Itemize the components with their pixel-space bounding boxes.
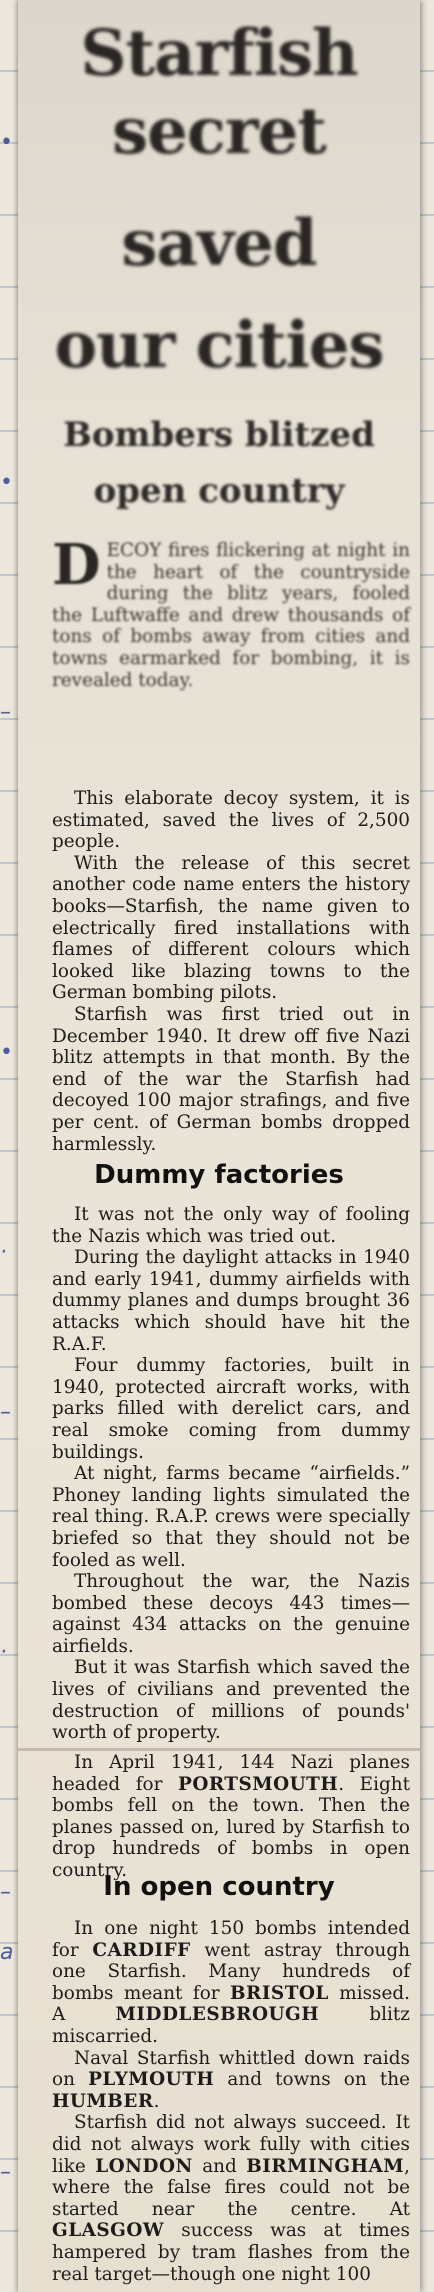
paragraph: With the release of this secret another code name enters the history books—Starfish, the name given to electrically fired installations with flames of different colours which looked like blazing towns to the German bombing pilots.: [52, 852, 410, 1004]
paragraph-group-c: [52, 1918, 410, 2285]
paragraph-group-a: [52, 788, 410, 1155]
city-name: HUMBER: [52, 2090, 154, 2112]
drop-cap: D: [52, 532, 101, 598]
paragraph: During the daylight attacks in 1940 and early 1941, dummy airfields with dummy planes and dumps brought 36 attacks which should have hit the R.A.F.: [52, 1247, 410, 1355]
paragraph-cardiff: [52, 1918, 410, 2048]
subheadline-line-2: open country: [93, 471, 345, 511]
paragraph: It was not the only way of fooling the Nazis which was tried out.: [52, 1204, 410, 1247]
text-run: and: [192, 2155, 247, 2177]
paragraph: At night, farms became “airfields.” Phoney landing lights simulated the real thing. R.A.P. crews were specially briefed so that they should not be fooled as well.: [52, 1463, 410, 1571]
text-run: . Eight bombs fell on the town. Then the planes passed on, lured by Starfish to drop hundreds of bombs in open country.: [52, 1773, 411, 1881]
text-run: Starfish did not always succeed. It did not always work fully with cities like: [52, 2112, 410, 2177]
paragraph-plymouth: [52, 2048, 410, 2113]
headline-line-4: our cities: [54, 308, 384, 383]
city-name: BRISTOL: [230, 1982, 329, 2004]
text-run: success was at times hampered by tram flashes from the real target—though one night 100: [52, 2220, 410, 2285]
clipping-fold: [18, 1748, 420, 1751]
text-run: missed. A: [52, 1982, 410, 2026]
city-name: CARDIFF: [92, 1939, 191, 1961]
text-run: Naval Starfish whittled down raids on: [52, 2047, 410, 2091]
margin-handwriting: •: [0, 1040, 13, 1065]
paragraph: Throughout the war, the Nazis bombed these decoys 443 times—against 434 attacks on the genuine airfields.: [52, 1571, 410, 1657]
section-heading-dummy-factories: Dummy factories: [94, 1160, 344, 1190]
paragraph: Starfish was first tried out in December 1940. It drew off five Nazi blitz attempts in that month. By the end of the war the Starfish had decoyed 100 major strafings, and five per cent. of German bombs dropped harmlessly.: [52, 1003, 410, 1155]
headline-line-1: Starfish: [80, 16, 358, 91]
city-name: PLYMOUTH: [88, 2069, 215, 2091]
margin-handwriting: –: [0, 700, 11, 725]
paragraph-london: [52, 2112, 410, 2285]
city-name: BIRMINGHAM: [246, 2155, 405, 2177]
paragraph-group-b: [52, 1204, 410, 1744]
paragraph-portsmouth: [52, 1752, 410, 1882]
text-run: went astray through one Starfish. Many hundreds of bombs meant for: [52, 1939, 410, 2004]
text-run: .: [153, 2090, 160, 2112]
margin-handwriting: •: [0, 470, 13, 495]
intro-paragraph: [52, 532, 410, 691]
margin-handwriting: –: [0, 1400, 11, 1425]
intro-text: ECOY fires flickering at night in the heart of the countryside during the blitz years, fooled the Luftwaffe and drew thousands of tons of bombs away from cities and towns earmarked for bombing, it is revealed today.: [52, 540, 410, 691]
paragraph: But it was Starfish which saved the lives of civilians and prevented the destruction of millions of pounds' worth of property.: [52, 1657, 410, 1744]
margin-handwriting: •: [0, 130, 13, 155]
text-run: In one night 150 bombs intended for: [52, 1918, 410, 1961]
city-name: PORTSMOUTH: [177, 1773, 339, 1795]
margin-handwriting: a: [0, 1940, 14, 1965]
city-name: LONDON: [95, 2155, 193, 2177]
paragraph: This elaborate decoy system, it is estimated, saved the lives of 2,500 people.: [52, 788, 410, 853]
subheadline-line-1: Bombers blitzed: [63, 415, 375, 455]
section-heading-open-country: In open country: [103, 1872, 335, 1902]
margin-handwriting: –: [0, 1880, 11, 1905]
newspaper-clipping: [18, 0, 420, 2292]
text-run: blitz miscarried.: [52, 2004, 410, 2047]
city-name: MIDDLESBROUGH: [115, 2004, 320, 2026]
text-run: and towns on the: [214, 2069, 410, 2091]
paragraph: Four dummy factories, built in 1940, protected aircraft works, with parks filled with derelict cars, and real smoke coming from dummy buildings.: [52, 1355, 410, 1463]
headline-line-2: secret: [112, 94, 326, 169]
text-run: In April 1941, 144 Nazi planes headed for: [52, 1752, 410, 1795]
margin-handwriting: ·: [0, 1640, 7, 1665]
margin-handwriting: –: [0, 2160, 11, 2185]
city-name: GLASGOW: [52, 2220, 165, 2242]
headline-line-3: saved: [121, 206, 317, 281]
text-run: , where the false fires could not be started near the centre. At: [52, 2155, 411, 2220]
margin-handwriting: ·: [0, 1240, 7, 1265]
